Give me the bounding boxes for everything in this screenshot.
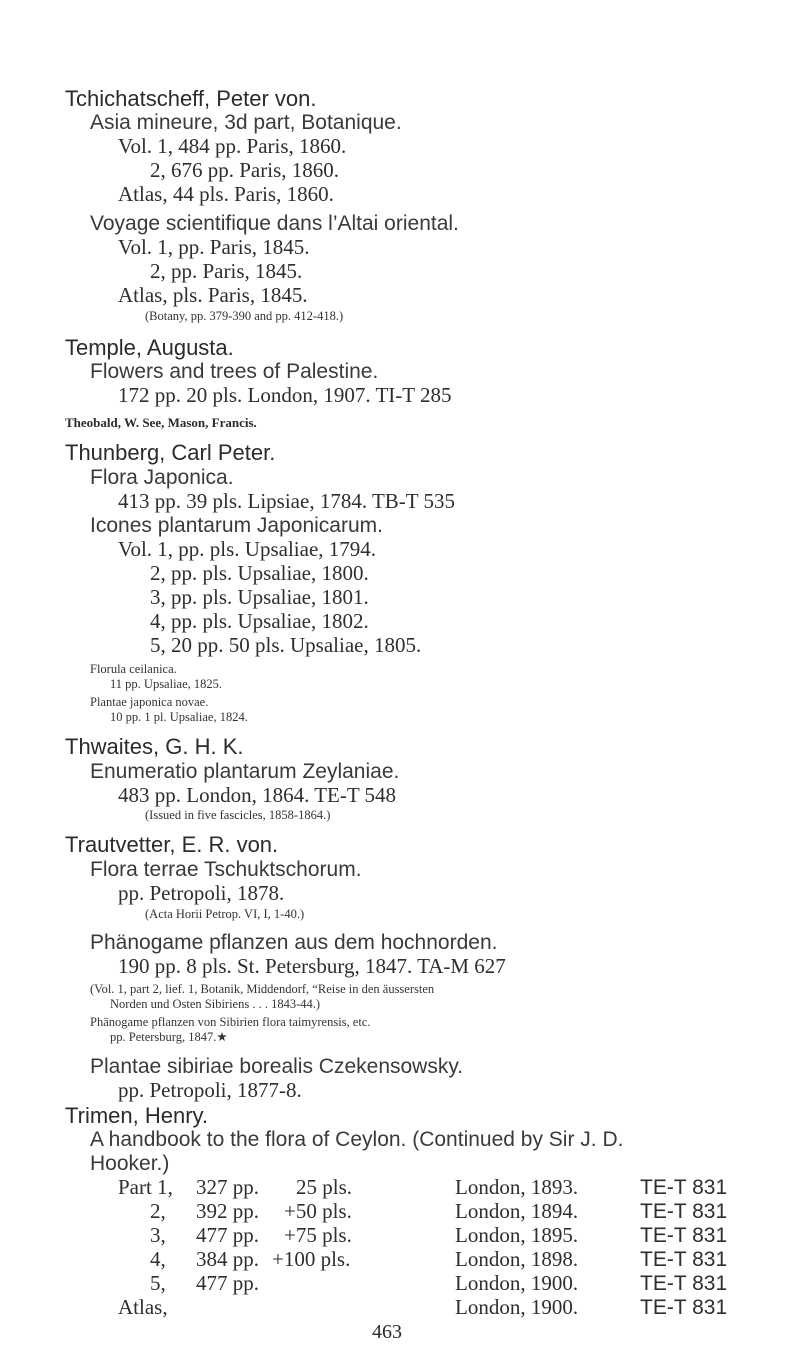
entry-author: Trautvetter, E. R. von. xyxy=(65,832,279,857)
entry-detail: 2, pp. Paris, 1845. xyxy=(150,259,303,283)
part-cell: 3, xyxy=(150,1223,166,1247)
entry-title: Flowers and trees of Palestine. xyxy=(90,360,379,383)
entry-title: Plantae sibiriae borealis Czekensowsky. xyxy=(90,1055,464,1078)
call-number: TE-T 831 xyxy=(640,1200,728,1223)
entry-note: (Vol. 1, part 2, lief. 1, Botanik, Middendorf, “Reise in den äussersten xyxy=(90,982,435,996)
place-cell: London, 1900. xyxy=(455,1295,579,1319)
entry-author: Trimen, Henry. xyxy=(65,1103,209,1128)
entry-detail: 4, pp. pls. Upsaliae, 1802. xyxy=(150,609,369,633)
entry-detail: 413 pp. 39 pls. Lipsiae, 1784. TB-T 535 xyxy=(118,489,455,513)
call-number: TE-T 831 xyxy=(640,1224,728,1247)
pages-cell: 327 pp. xyxy=(196,1175,259,1199)
place-cell: London, 1898. xyxy=(455,1247,579,1271)
plates-cell: +50 pls. xyxy=(284,1199,352,1223)
call-number: TE-T 831 xyxy=(640,1272,728,1295)
entry-note: 10 pp. 1 pl. Upsaliae, 1824. xyxy=(110,710,248,724)
entry-detail: Atlas, pls. Paris, 1845. xyxy=(118,283,308,307)
entry-note: (Issued in five fascicles, 1858-1864.) xyxy=(145,808,331,822)
entry-detail: Vol. 1, pp. pls. Upsaliae, 1794. xyxy=(118,537,377,561)
entry-detail: Atlas, 44 pls. Paris, 1860. xyxy=(118,182,334,206)
part-cell: 4, xyxy=(150,1247,166,1271)
call-number: TE-T 831 xyxy=(640,1248,728,1271)
entry-title: Flora Japonica. xyxy=(90,466,234,489)
pages-cell: 477 pp. xyxy=(196,1271,259,1295)
part-cell: Part 1, xyxy=(118,1175,173,1199)
part-cell: 5, xyxy=(150,1271,166,1295)
place-cell: London, 1895. xyxy=(455,1223,579,1247)
entry-note: pp. Petersburg, 1847.★ xyxy=(110,1030,228,1044)
entry-note: 11 pp. Upsaliae, 1825. xyxy=(110,677,223,691)
entry-detail: 2, pp. pls. Upsaliae, 1800. xyxy=(150,561,369,585)
plates-cell: +75 pls. xyxy=(284,1223,352,1247)
entry-title: Hooker.) xyxy=(90,1152,170,1175)
entry-detail: pp. Petropoli, 1877-8. xyxy=(118,1078,302,1102)
entry-title: Enumeratio plantarum Zeylaniae. xyxy=(90,760,400,783)
plates-cell: +100 pls. xyxy=(272,1247,351,1271)
entry-detail: pp. Petropoli, 1878. xyxy=(118,881,285,905)
pages-cell: 477 pp. xyxy=(196,1223,259,1247)
entry-note: (Acta Horii Petrop. VI, I, 1-40.) xyxy=(145,907,305,921)
entry-author: Thunberg, Carl Peter. xyxy=(65,440,276,465)
cross-reference: Theobald, W. See, Mason, Francis. xyxy=(65,415,257,430)
part-cell: Atlas, xyxy=(118,1295,168,1319)
entry-detail: 190 pp. 8 pls. St. Petersburg, 1847. TA-M 627 xyxy=(118,954,506,978)
entry-detail: 483 pp. London, 1864. TE-T 548 xyxy=(118,783,397,807)
place-cell: London, 1894. xyxy=(455,1199,579,1223)
entry-detail: Vol. 1, 484 pp. Paris, 1860. xyxy=(118,134,347,158)
place-cell: London, 1893. xyxy=(455,1175,579,1199)
entry-note: (Botany, pp. 379-390 and pp. 412-418.) xyxy=(145,309,344,323)
call-number: TE-T 831 xyxy=(640,1296,728,1319)
entry-note: Norden und Osten Sibiriens . . . 1843-44.) xyxy=(110,997,321,1011)
call-number: TE-T 831 xyxy=(640,1176,728,1199)
entry-note: Florula ceilanica. xyxy=(90,662,177,676)
place-cell: London, 1900. xyxy=(455,1271,579,1295)
entry-author: Temple, Augusta. xyxy=(65,335,234,360)
entry-title: Phänogame pflanzen aus dem hochnorden. xyxy=(90,931,498,954)
entry-detail: Vol. 1, pp. Paris, 1845. xyxy=(118,235,310,259)
entry-title: Icones plantarum Japonicarum. xyxy=(90,514,383,537)
entry-title: Voyage scientifique dans l’Altai oriental. xyxy=(90,212,459,235)
entry-title: Flora terrae Tschuktschorum. xyxy=(90,858,362,881)
entry-detail: 3, pp. pls. Upsaliae, 1801. xyxy=(150,585,369,609)
pages-cell: 392 pp. xyxy=(196,1199,259,1223)
entry-note: Plantae japonica novae. xyxy=(90,695,209,709)
entry-detail: 5, 20 pp. 50 pls. Upsaliae, 1805. xyxy=(150,633,422,657)
entry-detail: 172 pp. 20 pls. London, 1907. TI-T 285 xyxy=(118,383,452,407)
entry-title: A handbook to the flora of Ceylon. (Continued by Sir J. D. xyxy=(90,1128,624,1151)
entry-detail: 2, 676 pp. Paris, 1860. xyxy=(150,158,339,182)
plates-cell: 25 pls. xyxy=(296,1175,353,1199)
pages-cell: 384 pp. xyxy=(196,1247,259,1271)
entry-note: Phänogame pflanzen von Sibirien flora taimyrensis, etc. xyxy=(90,1015,371,1029)
entry-author: Thwaites, G. H. K. xyxy=(65,734,244,759)
entry-author: Tchichatscheff, Peter von. xyxy=(65,86,317,111)
entry-title: Asia mineure, 3d part, Botanique. xyxy=(90,111,402,134)
page-number: 463 xyxy=(372,1321,402,1343)
part-cell: 2, xyxy=(150,1199,166,1223)
